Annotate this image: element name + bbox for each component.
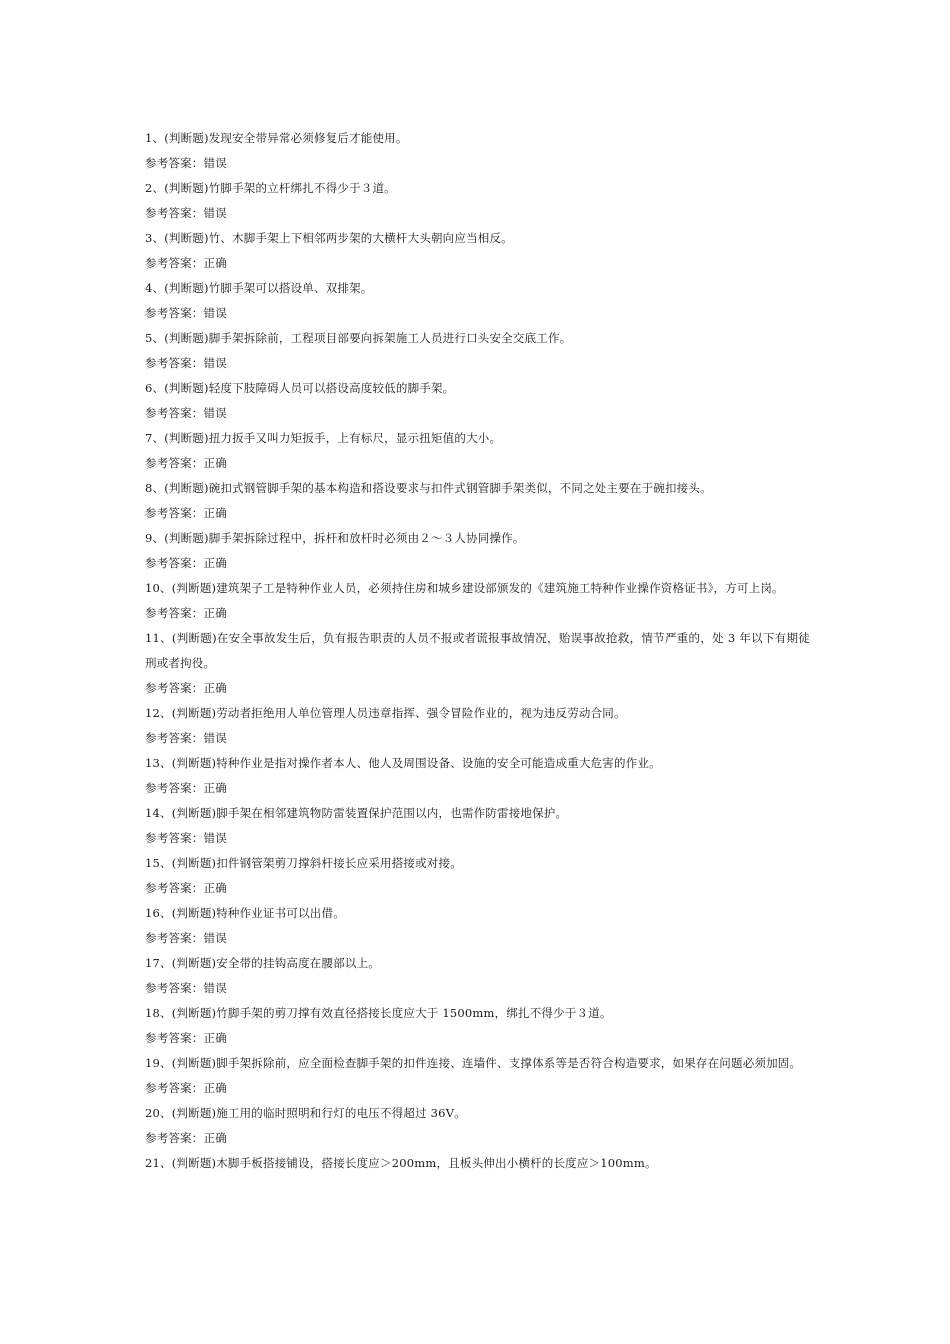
question-4: 4、(判断题)竹脚手架可以搭设单、双排架。 — [145, 281, 373, 295]
question-8: 8、(判断题)碗扣式钢管脚手架的基本构造和搭设要求与扣件式钢管脚手架类似，不同之处主要在于碗扣接头。 — [145, 481, 712, 495]
answer-4: 参考答案：错误 — [145, 306, 227, 320]
answer-7: 参考答案：正确 — [145, 456, 227, 470]
answer-1: 参考答案：错误 — [145, 156, 227, 170]
question-10: 10、(判断题)建筑架子工是特种作业人员，必须持住房和城乡建设部颁发的《建筑施工特种作业操作资格证书》，方可上岗。 — [145, 581, 784, 595]
question-15: 15、(判断题)扣件钢管架剪刀撑斜杆接长应采用搭接或对接。 — [145, 856, 462, 870]
answer-18: 参考答案：正确 — [145, 1031, 227, 1045]
question-12: 12、(判断题)劳动者拒绝用人单位管理人员违章指挥、强令冒险作业的，视为违反劳动合同。 — [145, 706, 626, 720]
answer-19: 参考答案：正确 — [145, 1081, 227, 1095]
answer-13: 参考答案：正确 — [145, 781, 227, 795]
question-18: 18、(判断题)竹脚手架的剪刀撑有效直径搭接长度应大于 1500mm，绑扎不得少于３道。 — [145, 1006, 612, 1020]
question-2: 2、(判断题)竹脚手架的立杆绑扎不得少于３道。 — [145, 181, 396, 195]
answer-20: 参考答案：正确 — [145, 1131, 227, 1145]
answer-2: 参考答案：错误 — [145, 206, 227, 220]
question-17: 17、(判断题)安全带的挂钩高度在腰部以上。 — [145, 956, 381, 970]
answer-11: 参考答案：正确 — [145, 681, 227, 695]
question-1: 1、(判断题)发现安全带异常必须修复后才能使用。 — [145, 131, 408, 145]
question-3: 3、(判断题)竹、木脚手架上下相邻两步架的大横杆大头朝向应当相反。 — [145, 231, 513, 245]
question-6: 6、(判断题)轻度下肢障碍人员可以搭设高度较低的脚手架。 — [145, 381, 455, 395]
question-14: 14、(判断题)脚手架在相邻建筑物防雷装置保护范围以内，也需作防雷接地保护。 — [145, 806, 568, 820]
question-21: 21、(判断题)木脚手板搭接铺设，搭接长度应＞200mm，且板头伸出小横杆的长度应＞100mm。 — [145, 1156, 657, 1170]
answer-16: 参考答案：错误 — [145, 931, 227, 945]
question-20: 20、(判断题)施工用的临时照明和行灯的电压不得超过 36V。 — [145, 1106, 466, 1120]
question-9: 9、(判断题)脚手架拆除过程中，拆杆和放杆时必须由２～３人协同操作。 — [145, 531, 525, 545]
question-13: 13、(判断题)特种作业是指对操作者本人、他人及周围设备、设施的安全可能造成重大危害的作业。 — [145, 756, 661, 770]
answer-6: 参考答案：错误 — [145, 406, 227, 420]
question-16: 16、(判断题)特种作业证书可以出借。 — [145, 906, 345, 920]
answer-12: 参考答案：错误 — [145, 731, 227, 745]
answer-14: 参考答案：错误 — [145, 831, 227, 845]
question-11: 11、(判断题)在安全事故发生后，负有报告职责的人员不报或者谎报事故情况，贻误事故抢救，情节严重的，处 3 年以下有期徒刑或者拘役。 — [145, 631, 810, 670]
answer-15: 参考答案：正确 — [145, 881, 227, 895]
question-19: 19、(判断题)脚手架拆除前，应全面检查脚手架的扣件连接、连墙件、支撑体系等是否符合构造要求，如果存在问题必须加固。 — [145, 1056, 802, 1070]
answer-5: 参考答案：错误 — [145, 356, 227, 370]
answer-8: 参考答案：正确 — [145, 506, 227, 520]
question-7: 7、(判断题)扭力扳手又叫力矩扳手，上有标尺，显示扭矩值的大小。 — [145, 431, 502, 445]
answer-10: 参考答案：正确 — [145, 606, 227, 620]
question-5: 5、(判断题)脚手架拆除前，工程项目部要向拆架施工人员进行口头安全交底工作。 — [145, 331, 572, 345]
answer-9: 参考答案：正确 — [145, 556, 227, 570]
question-list — [145, 126, 810, 1176]
answer-17: 参考答案：错误 — [145, 981, 227, 995]
answer-3: 参考答案：正确 — [145, 256, 227, 270]
